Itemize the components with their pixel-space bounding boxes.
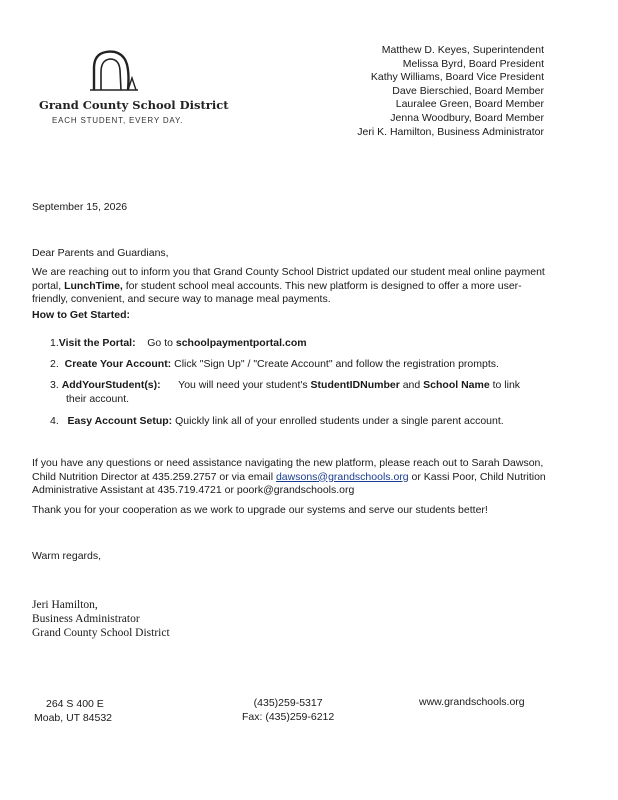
address-line: Moab, UT 84532 (34, 712, 113, 724)
help-text: If you have any questions or need assistance navigating the new platform, please reach out to Sarah Dawson, Child Nutrition Director at 435.259.2757 or via email (32, 457, 544, 483)
step-text: to link (489, 379, 521, 391)
step-number: 1. (50, 337, 59, 349)
district-tagline: EACH STUDENT, EVERY DAY. (52, 116, 184, 125)
student-id-label: StudentIDNumber (310, 379, 400, 391)
footer-address (34, 697, 112, 725)
board-member: Lauralee Green, Board Member (395, 98, 544, 111)
address-line: 264 S 400 E (46, 698, 104, 710)
step-text: You will need your student's (178, 379, 311, 391)
step-add-student (50, 379, 520, 393)
step-title: Visit the Portal: (58, 337, 136, 349)
step-text: Go to (147, 337, 176, 349)
footer-website[interactable]: www.grandschools.org (419, 696, 525, 708)
email-link[interactable]: dawsons@grandschools.org (275, 470, 409, 483)
district-logo (32, 46, 229, 125)
step-title: Easy Account Setup: (67, 415, 173, 427)
help-text-end: or Kassi Poor, Child Nutrition Administrative Assistant at 435.719.4721 or poork@grandschools.org (32, 470, 546, 496)
step-number: 2. (50, 358, 59, 370)
signature-title: Business Administrator (32, 613, 140, 625)
board-member: Dave Bierschied, Board Member (392, 84, 544, 97)
board-member: Jeri K. Hamilton, Business Administrator (357, 125, 544, 138)
portal-link[interactable]: schoolpaymentportal.com (175, 337, 307, 349)
step-text: Quickly link all of your enrolled students under a single parent account. (172, 415, 504, 427)
thanks-paragraph: Thank you for your cooperation as we work to upgrade our systems and serve our students better! (32, 504, 488, 516)
school-name-label: School Name (423, 379, 490, 391)
signature-name: Jeri Hamilton, (32, 599, 98, 611)
step-number: 4. (50, 415, 59, 427)
letter-date: September 15, 2026 (32, 201, 128, 213)
board-member: Melissa Byrd, Board President (402, 57, 544, 70)
board-member: Kathy Williams, Board Vice President (370, 71, 544, 84)
signature-org: Grand County School District (32, 627, 170, 639)
help-paragraph (32, 457, 562, 498)
step-visit-portal (50, 337, 307, 351)
letter-greeting: Dear Parents and Guardians, (32, 247, 169, 259)
intro-text-end: for student school meal accounts. This new platform is designed to offer a more user-friendly, convenient, and secure way to manage meal payments. (32, 279, 522, 305)
portal-name: LunchTime, (64, 279, 123, 292)
step-text: and (399, 379, 424, 391)
step-create-account (50, 358, 499, 372)
step-number: 3. (50, 379, 59, 391)
footer-phone (242, 696, 334, 724)
step-easy-setup (50, 415, 504, 429)
arch-icon (88, 46, 140, 92)
fax-number: Fax: (435)259-6212 (242, 711, 335, 723)
signature-block (32, 598, 170, 640)
district-name: Grand County School District (39, 98, 229, 112)
board-member: Jenna Woodbury, Board Member (390, 111, 544, 124)
step-title: AddYourStudent(s): (61, 379, 161, 391)
closing: Warm regards, (32, 550, 102, 562)
board-list (357, 44, 544, 139)
step-title: Create Your Account: (64, 358, 172, 370)
intro-text: We are reaching out to inform you that Grand County School District updated our student meal online payment portal, (32, 266, 545, 292)
step-text: Click "Sign Up" / "Create Account" and follow the registration prompts. (171, 358, 499, 370)
step-add-student-cont: their account. (66, 393, 130, 405)
board-member: Matthew D. Keyes, Superintendent (381, 44, 544, 56)
how-to-heading: How to Get Started: (32, 309, 131, 321)
intro-paragraph (32, 266, 552, 307)
phone-number: (435)259-5317 (253, 697, 323, 709)
